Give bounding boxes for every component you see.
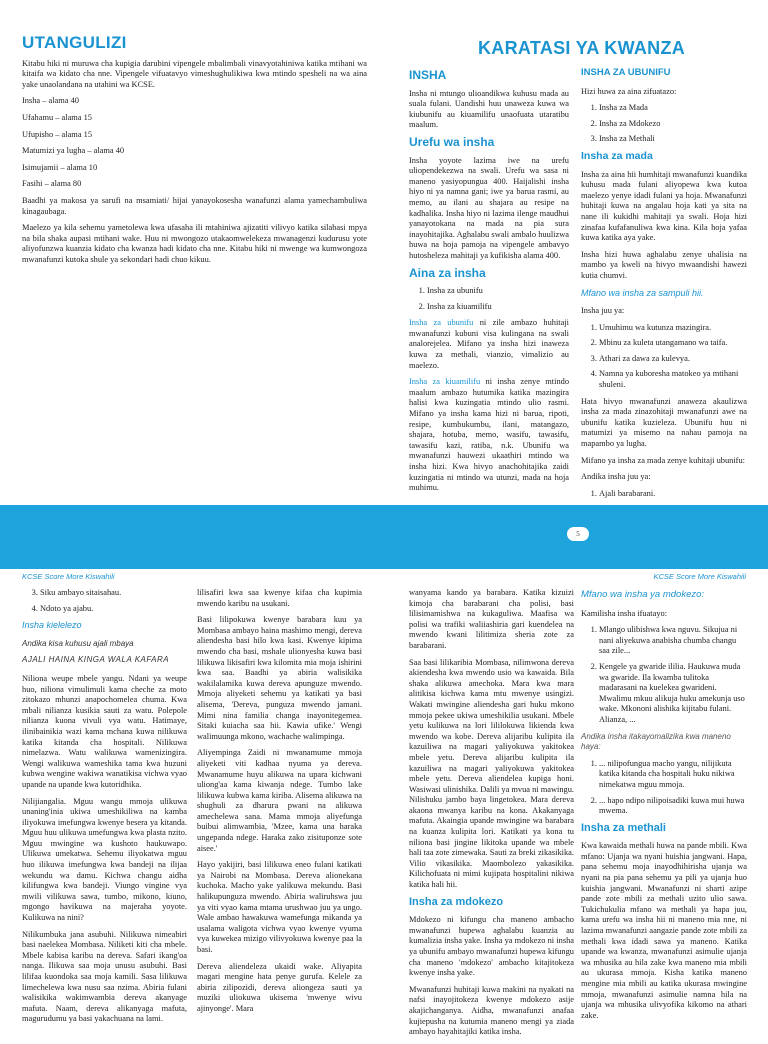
column-3 [409, 588, 574, 1044]
page-separator-band [0, 505, 768, 569]
running-header [0, 570, 768, 584]
topic-item: 3. Siku ambayo sitaisahau. [40, 588, 187, 599]
uhalisia-paragraph: Insha hizi huwa aghalabu zenye uhalisia na mambo ya kweli na hivyo mwaandishi hawezi kutia chumvi. [581, 249, 747, 280]
mada-example-item: 4. Namna ya kuboresha matokeo ya mtihani shuleni. [599, 369, 747, 390]
mada-example-item: 3. Athari za dawa za kulevya. [599, 354, 747, 365]
main-title: KARATASI YA KWANZA [478, 38, 686, 58]
ubunifu-item: 1. Insha za Mada [599, 103, 747, 114]
kiuamilifu-paragraph [409, 377, 569, 494]
hata-hivyo-paragraph: Hata hivyo mwanafunzi anaweza akaulizwa insha za mada zinazohitaji mwanafunzi awe na ubunifu katika kuzieleza. Ubunifu huu ni matumizi ya misemo na nahau pamoja na mapambo ya lugha. [581, 396, 747, 449]
essay-title: AJALI HAINA KINGA WALA KAFARA [22, 655, 170, 665]
grammar-paragraph: Baadhi ya makosa ya sarufi na msamiati/ hijai yanayokosesha wanafunzi alama yamechambuliwa kinagaubaga. [22, 195, 367, 216]
essay-paragraph: lilisafiri kwa saa kwenye kifaa cha kupimia mwendo karibu na usukani. [197, 588, 362, 608]
ubunifu-item: 2. Insha za Mdokezo [599, 119, 747, 130]
topic-item: 4. Ndoto ya ajabu. [40, 604, 187, 615]
essay-paragraph: wanyama kando ya barabara. Katika kizuizi kimoja cha barabarani cha polisi, basi lilisimamishwa na kukaguliwa. Maafisa wa polisi wa trafiki waliiashiria gari kuendelea na mwendo kwani lilitimiza sheria zote za barabarani. [409, 588, 574, 650]
topics-list [22, 588, 187, 614]
marks-item: Insha – alama 40 [22, 96, 79, 106]
insha-juu-ya: Insha juu ya: [581, 306, 625, 316]
ending-list [581, 759, 747, 817]
ubunifu-paragraph [409, 318, 569, 371]
column-4 [581, 588, 747, 1027]
mada-examples-list [581, 323, 747, 391]
top-page [0, 0, 768, 520]
ubunifu-heading: INSHA ZA UBUNIFU [581, 67, 671, 78]
ubunifu-example-item: 1. Ajali barabarani. [599, 489, 747, 500]
kielelezo-heading: Insha kielelezo [22, 620, 82, 631]
marks-item: Isimujamii – alama 10 [22, 162, 98, 172]
running-header-right: KCSE Score More Kiswahili [653, 572, 746, 581]
methali-paragraph: Kwa kawaida methali huwa na pande mbili. Kwa mfano: Ujanja wa nyani huishia jangwani. Hapa, pana sehemu moja inayodhihirisha ujanja wa nyani na pia pana sehemu ya pili ya ujanja huo kuishia jangwani. Mwanafunzi ni sharti azipe pande zote mbili za methali uzito ulio sawa. Tukichukulia mfano wa methali ya hapa juu, kama urefu wa insha hii ni maneno mia nne, ni lazima mwanafunzi aangazie pande zote mbili za methali kwa idadi sawa ya maneno. Katika upande wa kwanza, mwanafunzi asimulie ujanja wa mhusika au hila zake kwa maneno mia mbili au ukurasa mmoja. Kisha katika maneno mengine mia mbili au katika ukurasa mwingine mmoja, mwanafunzi asimulie namna hila na ujanja wa mhusika ulivyofika kikomo na athari zake. [581, 841, 747, 1020]
intro-column [22, 33, 367, 272]
essay-paragraph: Dereva aliendeleza ukaidi wake. Aliyapita magari mengine hata penye gurufa. Kelele za abiria zilipozidi, dereva aliongeza sauti ya muziki uliokuwa ukisema 'mwenye wivu ajinyonge'. Mara [197, 961, 362, 1013]
marks-item: Ufupisho – alama 15 [22, 129, 93, 139]
column-2 [197, 588, 362, 1021]
marks-item: Ufahamu – alama 15 [22, 112, 92, 122]
kamilisha-paragraph: Kamilisha insha ifuatayo: [581, 608, 668, 618]
ubunifu-item: 3. Insha za Methali [599, 134, 747, 145]
urefu-heading: Urefu wa insha [409, 134, 495, 149]
essay-paragraph: Basi lilipokuwa kwenye barabara kuu ya Mombasa ambayo haina mashimo mengi, dereva aliendesha basi hilo kwa kasi. Kwenye kipima mwendo cha basi, mshale ulionyesha kuwa basi lilikuwa likisafiri kwa kilomita mia moja ishirini kwa saa. Baadhi ya abiria walisikika wakilalamika kuwa dereva apunguze mwendo. Mmoja aliyeketi sehemu ya katikati ya basi alisema, 'Dereva, punguza mwendo jamani. Mimi nina familia changa inayonitegemea. Sitaki kuiacha saa hii. Kawia ufike.' Wengi walimuunga mkono, wachache walimpinga. [197, 615, 362, 741]
essay-prompt: Andika kisa kuhusu ajali mbaya [22, 638, 134, 648]
mdokezo-list [581, 625, 747, 725]
ending-prompt: Andika insha itakayomalizika kwa maneno haya: [581, 731, 731, 752]
ubunifu-label: Insha za ubunifu [409, 318, 474, 328]
mdokezo-example-heading: Mfano wa insha ya mdokezo: [581, 589, 705, 600]
column-1 [22, 588, 187, 1031]
ubunifu-column [581, 66, 747, 521]
insha-definition: Insha ni mtungo ulioandikwa kuhusu mada au suala fulani. Uandishi huu unaweza kuwa wa kiubunifu au kiuamilifu unaofuata utaratibu maalum. [409, 88, 569, 130]
mdokezo-paragraph: Mdokezo ni kifungu cha maneno ambacho mwanafunzi hupewa aghalabu kuanzia au kumalizia insha yake. Insha ya mdokezo ni insha ya ubunifu ambayo mwanafunzi hupewa kifungu cha maneno 'mdokezo' ambacho kitajitokeza kwenye insha yake. [409, 915, 574, 978]
essay-paragraph: Nilijiangalia. Mguu wangu mmoja ulikuwa unaning'inia ukiwa umeshikiliwa na kamba iliyokuwa imefungwa kwenye besera ya kitanda. Mguu huu ulikuwa umefungwa kwa plasta nzito. Mguu mwingine wa kushoto haukuwapo. Ulikuwa umekatwa. Sehemu iliyokatwa mguu huo ilikuwa imefungwa kwa bandeji na ilijaa wekundu wa damu. Kichwa changu aidha kilifungwa kwa bandeji. Viungo vingine vya mwili vilikuwa sawa, tumbo, mikono, kiuno, mgongo havikuwa na majeraha yoyote. Kulikuwa na nini? [22, 796, 187, 923]
aina-heading: Aina za insha [409, 265, 486, 280]
marks-item: Fasihi – alama 80 [22, 179, 82, 189]
guide-paragraph: Maelezo ya kila sehemu yametolewa kwa ufasaha ili mtahiniwa ajizatiti vilivyo katika silabasi mpya na bila shaka aupasi mtihani wake. Huu ni mwongozo utakaomwelekeza mwanagenzi kudurusu yote aliyofunzwa kuanzia kidato cha kwanza hadi kidato cha nne. Kitabu hiki ni mwenge wa kumwongoza mwanafunzi kutoka shule ya sekondari hadi chuo kikuu. [22, 223, 367, 264]
kiuamilifu-label: Insha za kiuamilifu [409, 377, 481, 387]
aina-list [409, 286, 569, 312]
aina-item: 1. Insha za ubunifu [427, 286, 569, 297]
intro-title: UTANGULIZI [22, 33, 127, 52]
methali-heading: Insha za methali [581, 821, 666, 834]
ending-item: 2. ... hapo ndipo nilipoisadiki kuwa mui huwa mwema. [599, 796, 747, 817]
aina-intro: Hizi huwa za aina zifuatazo: [581, 86, 677, 96]
kiuamilifu-text: ni insha zenye mtindo maalum ambazo hutumika katika mazingira halisi kwa kuzingatia mtindo ulio rasmi. Mifano ya insha kama hizi ni barua, ripoti, resipe, kumbukumbu, ilani, matangazo, shajara, hotuba, memo, wasifu, tawasifu, tawasifu kazi, ratiba, n.k. Ubunifu wa mwanafunzi hauwezi ukaathiri mtindo wa insha hizi. Kwa hivyo anachohitajika zaidi kuzingatia ni mtindo wa utunzi, mada na hoja muhimu. [409, 377, 570, 493]
essay-paragraph: Nilikumbuka jana asubuhi. Nilikuwa nimeabiri basi naelekea Mombasa. Niliketi kiti cha mbele. Mbele kabisa karibu na dereva. Safari ikang'oa nanga. Ilikuwa saa moja unusu asubuhi. Basi lilifaa kuondoka saa moja kamili. Sasa lilikuwa limechelewa kwa nusu saa nzima. Abiria fulani walisikika wakimwambia dereva akanyage mafuta. Naam, dereva alikanyaga mafuta, magurudumu ya basi yakachuana na lami. [22, 929, 187, 1024]
essay-paragraph: Aliyempinga Zaidi ni mwanamume mmoja aliyeketi viti kadhaa nyuma ya dereva. Mwanamume huyu alikuwa na upara kichwani uliong'aa kama kiwanja ndege. Tumbo lake lilikuwa kubwa kama kiriba. Alisema alikuwa na shughuli za dharura pwani na alikuwa amechelewa sana. Mama mmoja aliyefunga buibui alimwambia, 'Mzee, kama una haraka ungepanda ndege. Haraka zako zisituponze sote aisee.' [197, 748, 362, 853]
ubunifu-text: ni zile ambazo huhitaji mwanafunzi kubuni visa kulingana na swali analorejelea. Mifano ya insha hizi inaweza kuwa za methali, vianzio, vimalizio au maelezo. [409, 318, 569, 370]
mfano-heading: Mfano wa insha za sampuli hii. [581, 287, 704, 298]
mada-paragraph: Insha za aina hii humhitaji mwanafunzi kuandika kuhusu mada fulani aliyopewa kwa kutoa maelezo yenye idadi fulani ya hoja. Mwanafunzi huhitaji kuwa na angalau hoja kati ya sita na nane ili kukidhi mahitaji ya swali. Hoja hizi zinafaa kufafanuliwa kwa kina. Kila hoja yafaa kuwa katika aya yake. [581, 169, 747, 243]
essay-paragraph: Niliona weupe mbele yangu. Ndani ya weupe huo, niliona vimulimuli kama cheche za moto zitokazo mhunzi anapochomelea chuma. Kwa mbali nilianza kusikia sauti za watu. Polepole nilianza kuona vivuli vya watu. Hatimaye, ilinibainikia wazi kama mchana kuwa nilikuwa katika kitanda cha hospitali. Nilikuwa nimelazwa. Watu walikuwa wamenizingira. Wengi walikuwa wameshika tama kwa huzuni kubwa wengine wakiwa wanatikisa vichwa vyao upande na upande kwa kutoridhika. [22, 673, 187, 789]
aina-item: 2. Insha za kiuamilifu [427, 302, 569, 313]
essay-paragraph: Saa basi lilikaribia Mombasa, nilimwona dereva akiendesha kwa mwendo usio wa kawaida. Bila shaka alikuwa amechoka. Mara kwa mara alitikisa kichwa kama mtu mwenye usingizi. Wakati mwingine aliendesha gari huku mkono mmoja pekee ukiwa umeshikilia usukani. Mbele yetu kulikuwa na lori lililokuwa likienda kwa mwendo wa kobe. Dereva alijaribu kulipita ila kazuiliwa na magari yaliyokuwa yakitokea mbele yetu. Dereva alijaribu kulipita ila kazuiliwa na magari yaliyokuwa yakitokea mbele yetu. Dereva aliendelea kupiga honi. Wasiwasi ulinishika. Dalili ya mvua ni mawingu. Nilishuku jambo baya lingetokea. Mara dereva akaona mwanya karibu na kona. Akakanyaga mafuta. Akaingia upande mwingine wa barabara na kuanza kulipita lori. Katikati ya kona tu niliona basi jingine likitoka upande wa mbele hali taa zote zimewaka. Sauti za breki zikasikika. Vilio vikasikika. Maombolezo yakasikika. Kilichofuata ni mimi kujipata hospitalini nikiwa katika hali hii. [409, 657, 574, 890]
bottom-page [0, 570, 768, 1037]
urefu-paragraph: Insha yoyote lazima iwe na urefu uliopendekezwa na swali. Urefu wa sasa ni maneno yasiyopungua 400. Haijalishi insha hiyo ni ya namna gani; iwe ya barua rasmi, au memo, au ilani au shajara au resipe na kadhalika. Insha hiyo ni lazima ilenge maudhui yanayotokana na mada na pia sura inayohitajika. Aghalabu swali ambalo huulizwa huwa na hoja pamoja na vipengele ambavyo hutosheleza mahitaji ya kufikisha alama 400. [409, 155, 569, 260]
ending-item: 1. ... nilipofungua macho yangu, nilijikuta katika kitanda cha hospitali huku nikiwa nimekatwa mguu mmoja. [599, 759, 747, 791]
insha-heading: INSHA [409, 68, 447, 82]
page-number: 5 [567, 527, 589, 541]
mdokezo-item: 2. Kengele ya gwaride ililia. Haukuwa muda wa gwaride. Ila kwamba tulitoka madarasani na kuelekea gwarideni. Mwalimu mkuu alikuja huku amekunja uso wake. Mkononi alishika kijitabu fulani. Alianza, ... [599, 662, 747, 726]
intro-paragraph: Kitabu hiki ni muruwa cha kupigia darubini vipengele mbalimbali vinavyotahiniwa katika mtihani wa kitaifa wa kidato cha nne. Vipengele vifuatavyo vimeshughulikiwa kwa mtindo spesheli na wa aina yake unaolandana na utahini wa KCSE. [22, 58, 367, 89]
marks-item: Matumizi ya lugha – alama 40 [22, 146, 125, 156]
mdokezo-paragraph: Mwanafunzi huhitaji kuwa makini na nyakati na nafsi inayojitokeza kwenye mdokezo asije akajichanganya. Aidha, mwanafunzi anafaa kujiepusha na kutumia maneno mengi ya ziada ambayo hayahitajiki katika insha. [409, 984, 574, 1037]
mada-heading: Insha za mada [581, 149, 653, 162]
essay-paragraph: Hayo yakijiri, basi lilikuwa eneo fulani katikati ya Nairobi na Mombasa. Dereva alionekana kuchoka. Macho yake yalikuwa mekundu. Basi halikupunguza mwendo. Abiria waliruhswa juu ya viti vyao kama mtama urushwao juu ya ungo. Wale ambao hawakuwa wamefunga mikanda ya usalama waligota vichwa vyao kwenye vyuma vya kuwekea mizigo vilivyokuwa kwenye paa la basi. [197, 860, 362, 954]
mdokezo-heading: Insha za mdokezo [409, 895, 504, 908]
mifano-paragraph: Mifano ya insha za mada zenye kuhitaji ubunifu: [581, 455, 745, 465]
mdokezo-item: 1. Mlango ulibishwa kwa nguvu. Sikujua ni nani aliyekuwa anabisha chumba changu saa zile... [599, 625, 747, 657]
ubunifu-list [581, 103, 747, 145]
mada-example-item: 1. Umuhimu wa kutunza mazingira. [599, 323, 747, 334]
insha-column [409, 66, 569, 500]
mada-example-item: 2. Mbinu za kuleta utangamano wa taifa. [599, 338, 747, 349]
running-header-left: KCSE Score More Kiswahili [22, 572, 115, 581]
andika-paragraph: Andika insha juu ya: [581, 472, 651, 482]
